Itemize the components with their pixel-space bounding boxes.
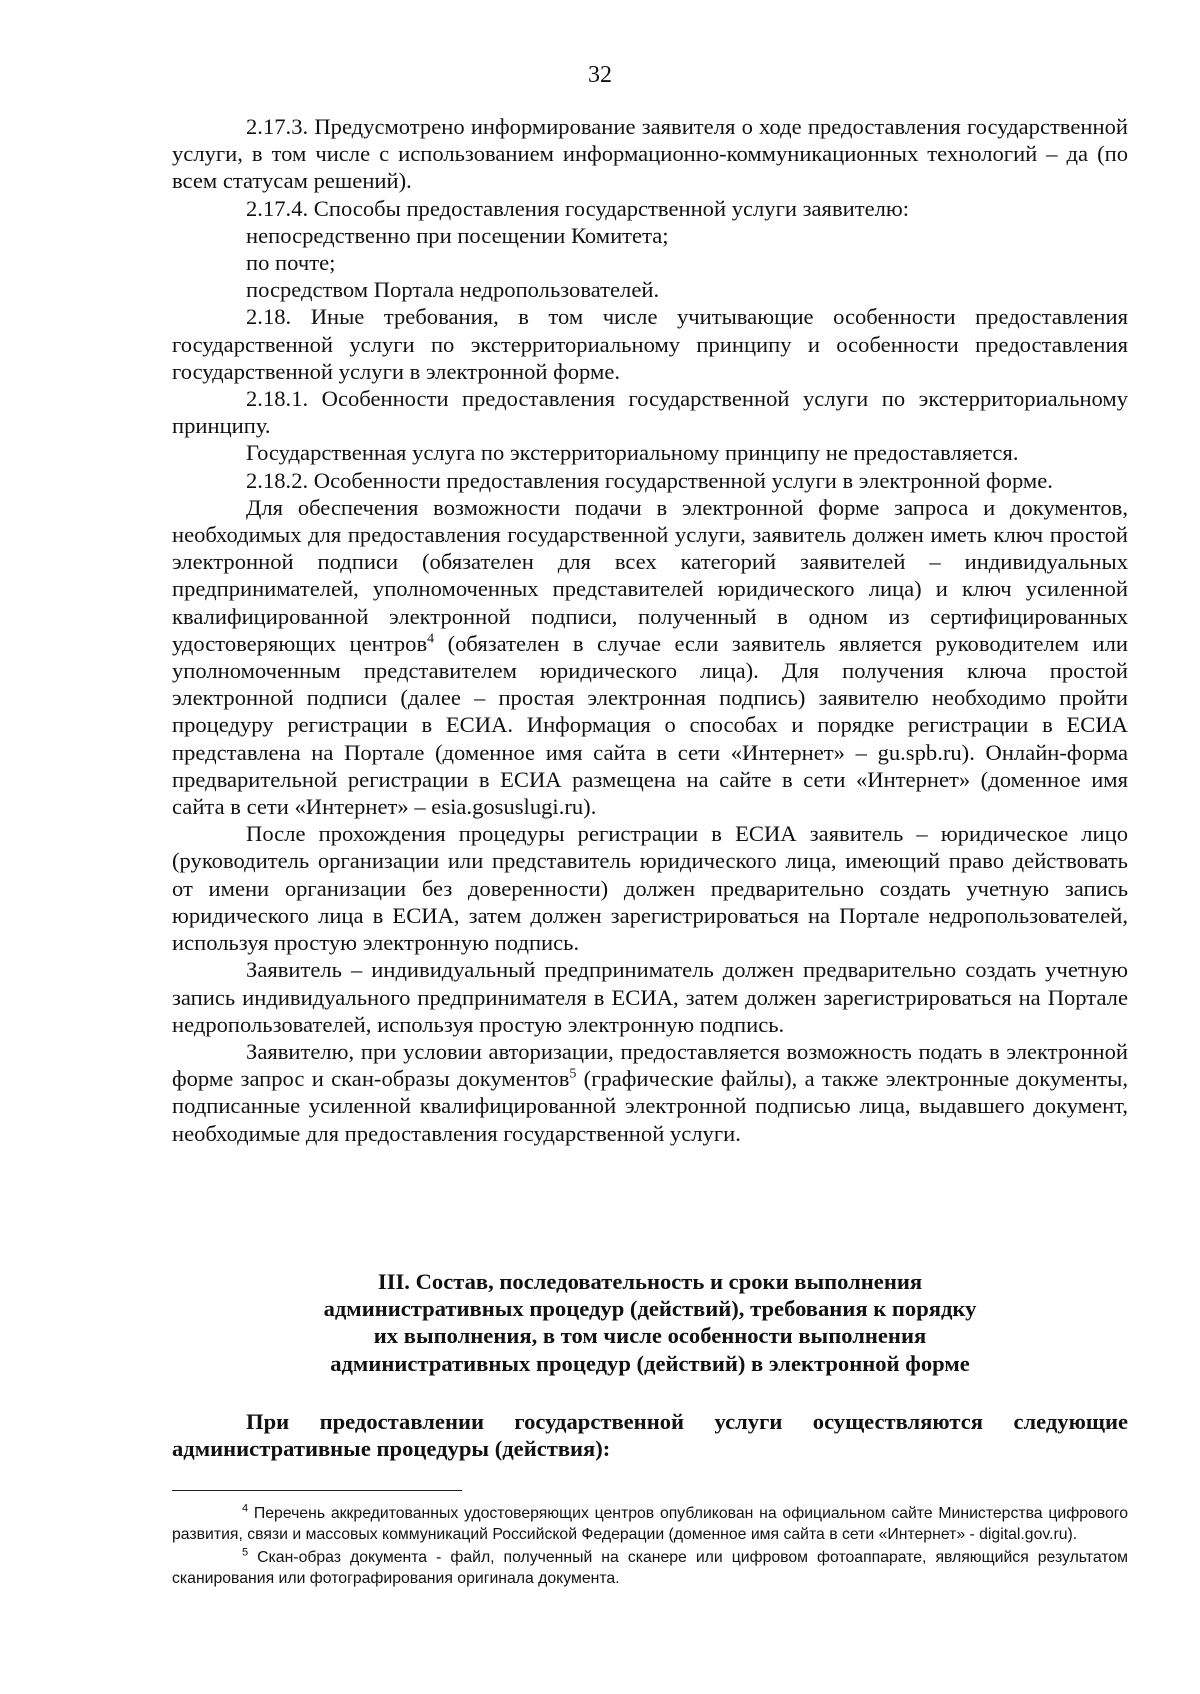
page-number: 32 (588, 62, 612, 88)
section-heading-line: административных процедур (действий) в электронной форме (330, 1350, 970, 1376)
auth-text-before-note: Заявителю, при условии авторизации, предоставляется возможность подать в электронной форме запрос и скан-образы документов (172, 1038, 1128, 1092)
footnote-divider (172, 1490, 462, 1491)
list-item-visit: непосредственно при посещении Комитета; (246, 222, 669, 248)
paragraph-entrepreneur: Заявитель – индивидуальный предприниматель должен предварительно создать учетную запись индивидуального предпринимателя в ЕСИА, затем должен зарегистрироваться на Портале недропользователей, используя простую электронную подпись. (172, 957, 1128, 1037)
list-item-mail: по почте; (246, 250, 336, 276)
footnote-4 (172, 1503, 1128, 1545)
paragraph-2-17-4: 2.17.4. Способы предоставления государственной услуги заявителю: (246, 195, 910, 221)
paragraph-esia-registration (172, 494, 1128, 820)
footnote-mark: 5 (242, 1546, 249, 1559)
section-heading-line: III. Состав, последовательность и сроки выполнения (377, 1269, 923, 1294)
esia-text-before-note: Для обеспечения возможности подачи в электронной форме запроса и документов, необходимых для предоставления государственной услуги, заявитель должен иметь ключ простой электронной подписи (обязателен для всех категорий заявителей – индивидуальных предпринимателей, уполномоченных представителей юридического лица) и ключ усиленной квалифицированной электронной подписи, полученный в одном из сертифицированных удостоверяющих центров (172, 494, 1128, 656)
list-item-portal: посредством Портала недропользователей. (246, 277, 660, 303)
section-heading-line: административных процедур (действий), требования к порядку (323, 1296, 977, 1322)
footnote-text: Скан-образ документа - файл, полученный на сканере или цифровом фотоаппарате, являющийся результатом сканирования или фотографирования оригинала документа. (172, 1549, 1128, 1587)
procedures-intro: При предоставлении государственной услуги осуществляются следующие административные процедуры (действия): (172, 1409, 1128, 1462)
paragraph-2-18-1: 2.18.1. Особенности предоставления государственной услуги по экстерриториальному принципу. (172, 386, 1128, 439)
footnote-5 (172, 1547, 1128, 1589)
footnotes (172, 1503, 1128, 1591)
esia-text-after-note: (обязателен в случае если заявитель является руководителем или уполномоченным представителем юридического лица). Для получения ключа простой электронной подписи (далее – простая электронная подпись) заявителю необходимо пройти процедуру регистрации в ЕСИА. Информация о способах и порядке регистрации в ЕСИА представлена на Портале (доменное имя сайта в сети «Интернет» – gu.spb.ru). Онлайн-форма предварительной регистрации в ЕСИА размещена на сайте в сети «Интернет» (доменное имя сайта в сети «Интернет» – esia.gosuslugi.ru). (172, 630, 1128, 820)
section-heading (172, 1268, 1128, 1377)
body-text (172, 113, 1128, 1147)
paragraph-legal-entity: После прохождения процедуры регистрации в ЕСИА заявитель – юридическое лицо (руководитель организации или представитель юридического лица, имеющий право действовать от имени организации без доверенности) должен предварительно создать учетную запись юридического лица в ЕСИА, затем должен зарегистрироваться на Портале недропользователей, используя простую электронную подпись. (172, 821, 1128, 956)
paragraph-2-18-2: 2.18.2. Особенности предоставления государственной услуги в электронной форме. (246, 467, 1053, 493)
footnote-text: Перечень аккредитованных удостоверяющих центров опубликован на официальном сайте Министерства цифрового развития, связи и массовых коммуникаций Российской Федерации (доменное имя сайта в сети «Интернет» - digital.gov.ru). (172, 1505, 1128, 1543)
paragraph-2-17-3: 2.17.3. Предусмотрено информирование заявителя о ходе предоставления государственной услуги, в том числе с использованием информационно-коммуникационных технологий – да (по всем статусам решений). (172, 114, 1128, 194)
footnote-ref-5: 5 (569, 1066, 577, 1082)
auth-text-after-note: (графические файлы), а также электронные документы, подписанные усиленной квалифицированной электронной подписью лица, выдавшего документ, необходимые для предоставления государственной услуги. (172, 1066, 1128, 1146)
section-heading-line: их выполнения, в том числе особенности выполнения (373, 1323, 927, 1349)
paragraph-exterritorial: Государственная услуга по экстерриториальному принципу не предоставляется. (246, 440, 1019, 466)
footnote-mark: 4 (242, 1502, 249, 1515)
paragraph-authorization (172, 1038, 1128, 1147)
paragraph-2-18: 2.18. Иные требования, в том числе учитывающие особенности предоставления государственной услуги по экстерриториальному принципу и особенности предоставления государственной услуги в электронной форме. (172, 304, 1128, 384)
footnote-ref-4: 4 (427, 631, 435, 647)
